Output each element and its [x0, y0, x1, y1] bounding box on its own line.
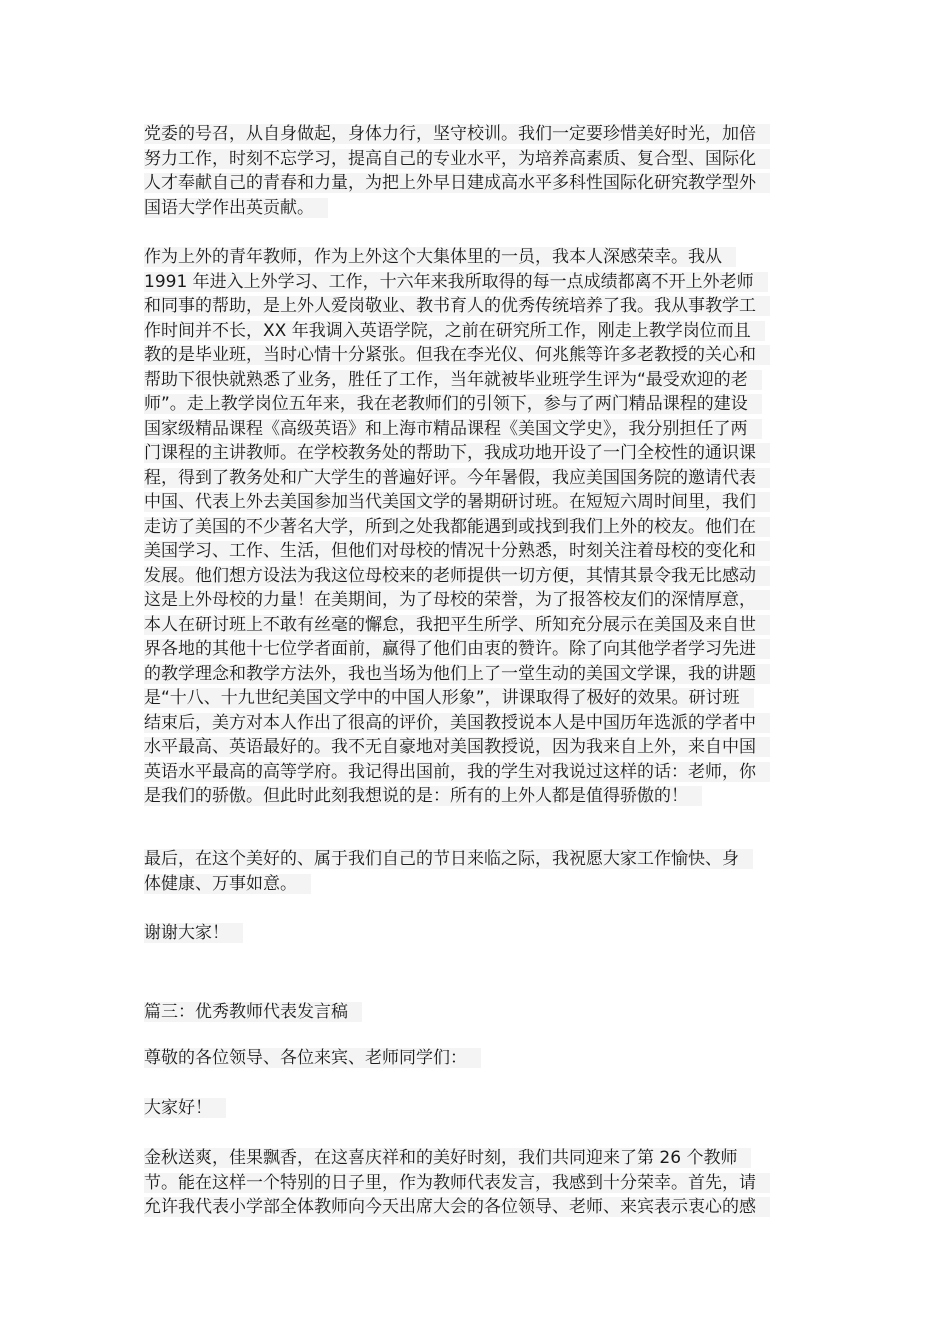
text-line: 中国、代表上外去美国参加当代美国文学的暑期研讨班。在短短六周时间里，我们	[144, 490, 808, 515]
text-line: 作为上外的青年教师，作为上外这个大集体里的一员，我本人深感荣幸。我从	[144, 245, 808, 270]
text-line: 和同事的帮助，是上外人爱岗敬业、教书育人的优秀传统培养了我。我从事教学工	[144, 294, 808, 319]
text-line: 结束后，美方对本人作出了很高的评价，美国教授说本人是中国历年选派的学者中	[144, 711, 808, 736]
text-line: 美国学习、工作、生活，但他们对母校的情况十分熟悉，时刻关注着母校的变化和	[144, 539, 808, 564]
text-line: 国语大学作出英贡献。	[144, 196, 808, 221]
text-line: 是我们的骄傲。但此时此刻我想说的是：所有的上外人都是值得骄傲的！	[144, 784, 808, 809]
text-line: 门课程的主讲教师。在学校教务处的帮助下，我成功地开设了一门全校性的通识课	[144, 441, 808, 466]
text-line: 1991 年进入上外学习、工作，十六年来我所取得的每一点成绩都离不开上外老师	[144, 270, 808, 295]
text-line: 帮助下很快就熟悉了业务，胜任了工作，当年就被毕业班学生评为“最受欢迎的老	[144, 368, 808, 393]
text-line: 最后，在这个美好的、属于我们自己的节日来临之际，我祝愿大家工作愉快、身	[144, 847, 808, 872]
greeting	[144, 1096, 808, 1121]
text-line: 谢谢大家！	[144, 921, 808, 946]
text-line: 教的是毕业班，当时心情十分紧张。但我在李光仪、何兆熊等许多老教授的关心和	[144, 343, 808, 368]
text-line: 大家好！	[144, 1096, 808, 1121]
text-line: 英语水平最高的高等学府。我记得出国前，我的学生对我说过这样的话：老师，你	[144, 760, 808, 785]
text-line: 努力工作，时刻不忘学习，提高自己的专业水平，为培养高素质、复合型、国际化	[144, 147, 808, 172]
text-line: 程，得到了教务处和广大学生的普遍好评。今年暑假，我应美国国务院的邀请代表	[144, 466, 808, 491]
text-line: 水平最高、英语最好的。我不无自豪地对美国教授说，因为我来自上外，来自中国	[144, 735, 808, 760]
salutation	[144, 1046, 808, 1071]
text-line: 节。能在这样一个特别的日子里，作为教师代表发言，我感到十分荣幸。首先，请	[144, 1171, 808, 1196]
text-line: 界各地的其他十七位学者面前，赢得了他们由衷的赞许。除了向其他学者学习先进	[144, 637, 808, 662]
text-line: 尊敬的各位领导、各位来宾、老师同学们：	[144, 1046, 808, 1071]
text-line: 篇三：优秀教师代表发言稿	[144, 1000, 808, 1025]
text-line: 本人在研讨班上不敢有丝毫的懈怠，我把平生所学、所知充分展示在美国及来自世	[144, 613, 808, 638]
paragraph-8	[144, 1146, 808, 1220]
text-line: 国家级精品课程《高级英语》和上海市精品课程《美国文学史》，我分别担任了两	[144, 417, 808, 442]
text-line: 师”。走上教学岗位五年来，我在老教师们的引领下，参与了两门精品课程的建设	[144, 392, 808, 417]
text-line: 金秋送爽，佳果飘香，在这喜庆祥和的美好时刻，我们共同迎来了第 26 个教师	[144, 1146, 808, 1171]
text-line: 体健康、万事如意。	[144, 872, 808, 897]
text-line: 这是上外母校的力量！在美期间，为了母校的荣誉，为了报答校友们的深情厚意，	[144, 588, 808, 613]
section-heading	[144, 1000, 808, 1025]
text-line: 发展。他们想方设法为我这位母校来的老师提供一切方便，其情其景令我无比感动	[144, 564, 808, 589]
paragraph-4	[144, 921, 808, 946]
text-line: 作时间并不长，XX 年我调入英语学院，之前在研究所工作，刚走上教学岗位而且	[144, 319, 808, 344]
paragraph-3	[144, 847, 808, 896]
text-line: 允许我代表小学部全体教师向今天出席大会的各位领导、老师、来宾表示衷心的感	[144, 1195, 808, 1220]
paragraph-2	[144, 245, 808, 809]
text-line: 的教学理念和教学方法外，我也当场为他们上了一堂生动的美国文学课，我的讲题	[144, 662, 808, 687]
text-line: 人才奉献自己的青春和力量，为把上外早日建成高水平多科性国际化研究教学型外	[144, 171, 808, 196]
text-line: 是“十八、十九世纪美国文学中的中国人形象”，讲课取得了极好的效果。研讨班	[144, 686, 808, 711]
text-line: 党委的号召，从自身做起，身体力行，坚守校训。我们一定要珍惜美好时光，加倍	[144, 122, 808, 147]
paragraph-1	[144, 122, 808, 220]
text-line: 走访了美国的不少著名大学，所到之处我都能遇到或找到我们上外的校友。他们在	[144, 515, 808, 540]
